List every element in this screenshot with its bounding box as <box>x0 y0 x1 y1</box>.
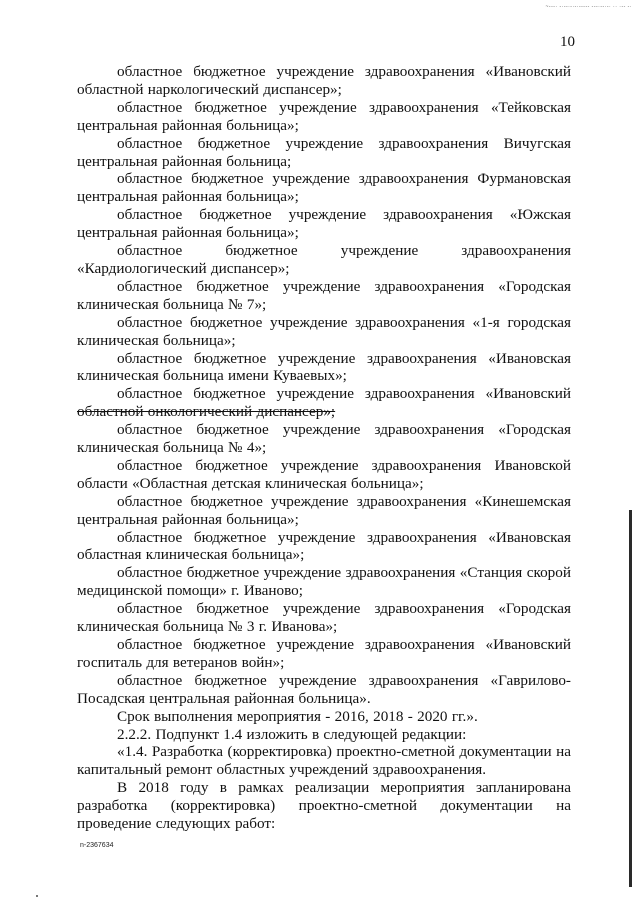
list-item <box>77 135 571 171</box>
document-body <box>77 63 571 833</box>
item-line-1: областное бюджетное учреждение здравоохранения Ивановской <box>117 456 571 474</box>
item-line-2: центральная районная больница»; <box>77 188 299 206</box>
subclause-intro: 2.2.2. Подпункт 1.4 изложить в следующей редакции: <box>117 725 467 743</box>
item-line-2: Посадская центральная районная больница». <box>77 689 371 707</box>
list-item <box>77 600 571 636</box>
item-line-2: области «Областная детская клиническая больница»; <box>77 474 424 492</box>
item-line-1: областное бюджетное учреждение здравоохранения Фурмановская <box>117 170 571 188</box>
list-item <box>77 170 571 206</box>
item-line-2: клиническая больница»; <box>77 331 236 349</box>
item-line-1: областное бюджетное учреждение здравоохранения «Ивановский <box>117 636 571 653</box>
item-line-2: центральная районная больница; <box>77 152 292 170</box>
item-line-2: областной наркологический диспансер»; <box>77 80 342 98</box>
list-item <box>77 242 571 278</box>
item-line-1: областное бюджетное учреждение здравоохранения «Гаврилово- <box>117 671 571 689</box>
item-line-1: областное бюджетное учреждение здравоохранения «Городская <box>117 600 571 618</box>
list-item <box>77 457 571 493</box>
list-item <box>77 385 571 421</box>
item-line-2: областная клиническая больница»; <box>77 546 305 564</box>
list-item <box>77 206 571 242</box>
item-line-1: областное бюджетное учреждение здравоохранения Вичугская <box>117 134 571 152</box>
item-line-2: госпиталь для ветеранов войн»; <box>77 653 285 671</box>
list-item <box>77 529 571 565</box>
list-item <box>77 564 571 600</box>
list-item <box>77 493 571 529</box>
item-line-1: областное бюджетное учреждение здравоохранения «Станция скорой <box>117 564 571 582</box>
item-line-1: областное бюджетное учреждение здравоохранения «Городская <box>117 277 571 295</box>
scan-edge-shadow <box>629 510 632 887</box>
item-line-1: областное бюджетное учреждение здравоохранения «1-я городская <box>117 313 571 331</box>
list-item <box>77 314 571 350</box>
item-line-1: областное бюджетное учреждение здравоохранения «Ивановский <box>117 63 571 80</box>
item-line-1: областное бюджетное учреждение здравоохранения «Ивановская <box>117 528 571 546</box>
deadline-line: Срок выполнения мероприятия - 2016, 2018 - 2020 гг.». <box>117 707 478 725</box>
item-line-2: медицинской помощи» г. Иваново; <box>77 582 303 600</box>
list-item <box>77 636 571 672</box>
item-line-2: клиническая больница № 7»; <box>77 295 267 313</box>
item-line-2: «Кардиологический диспансер»; <box>77 259 290 277</box>
plan-paragraph: В 2018 году в рамках реализации мероприятия запланирована разработка (корректировка) проектно-сметной документации на проведение следующих работ: <box>77 779 571 833</box>
list-item <box>77 99 571 135</box>
document-code: n-2367634 <box>80 842 114 849</box>
item-line-1: областное бюджетное учреждение здравоохранения «Тейковская <box>117 98 571 116</box>
list-item <box>77 350 571 386</box>
item-line-1: областное бюджетное учреждение здравоохранения «Кинешемская <box>117 492 571 510</box>
item-line-1: областное бюджетное учреждение здравоохранения «Ивановская <box>117 349 571 367</box>
scan-artifact <box>36 895 38 897</box>
list-item <box>77 672 571 708</box>
item-line-2: центральная районная больница»; <box>77 224 299 242</box>
item-line-2: центральная районная больница»; <box>77 116 299 134</box>
item-line-1: областное бюджетное учреждение здравоохранения «Ивановский <box>117 385 571 403</box>
list-item <box>77 278 571 314</box>
item-line-1: областное бюджетное учреждение здравоохранения «Южская <box>117 206 571 224</box>
list-item <box>77 421 571 457</box>
item-line-2-struck: областной онкологический диспансер»; <box>77 403 336 421</box>
list-item <box>77 63 571 99</box>
page-number: 10 <box>560 34 575 50</box>
item-line-1: областное бюджетное учреждение здравоохранения <box>117 242 571 260</box>
item-line-2: клиническая больница имени Куваевых»; <box>77 367 347 385</box>
item-line-2: клиническая больница № 4»; <box>77 439 267 457</box>
item-line-2: центральная районная больница»; <box>77 510 299 528</box>
item-line-1: областное бюджетное учреждение здравоохранения «Городская <box>117 421 571 439</box>
scan-header-noise: ~---· -·--·-·-·----- ---·--·-· ·· ·-- -· <box>545 4 632 10</box>
item-line-2: клиническая больница № 3 г. Иванова»; <box>77 618 338 636</box>
subclause-text: «1.4. Разработка (корректировка) проектно-сметной документации на капитальный ремонт областных учреждений здравоохранения. <box>77 743 571 779</box>
